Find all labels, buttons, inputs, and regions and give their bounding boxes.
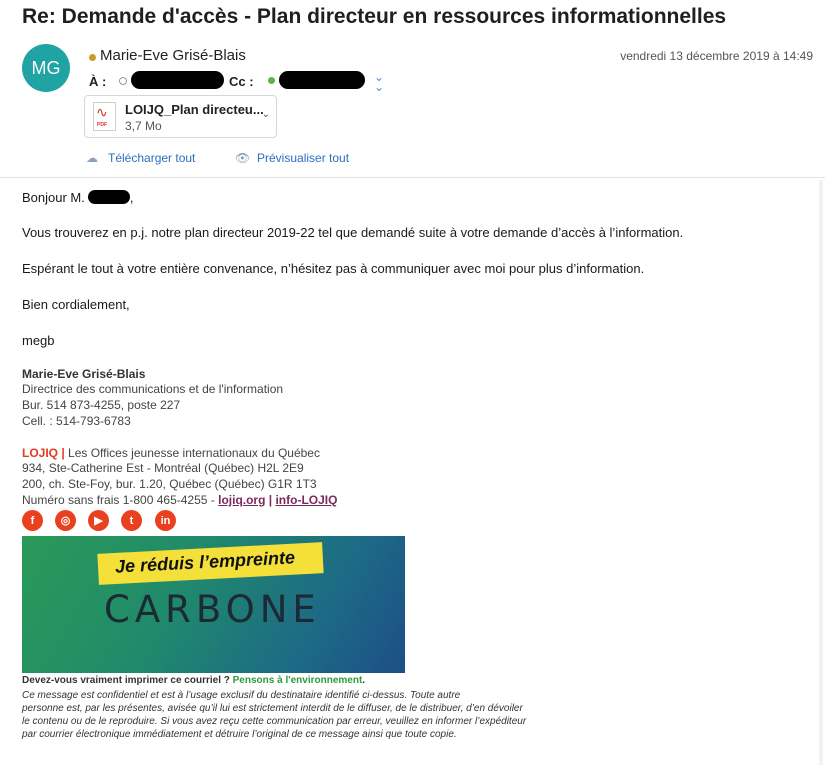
cc-label: Cc :	[229, 74, 254, 89]
message-closing: Bien cordialement,	[22, 297, 130, 312]
chevron-down-icon[interactable]: ⌄	[261, 109, 270, 120]
twitter-icon[interactable]: t	[121, 510, 142, 531]
expand-recipients-icon[interactable]: ⌄ ⌄	[374, 70, 385, 94]
email-subject: Re: Demande d'accès - Plan directeur en ressources informationnelles	[22, 5, 727, 28]
instagram-icon[interactable]: ◎	[55, 510, 76, 531]
youtube-icon[interactable]: ▶	[88, 510, 109, 531]
message-line-1: Vous trouverez en p.j. notre plan directeur 2019-22 tel que demandé suite à votre demande d’accès à l’information.	[22, 225, 684, 240]
linkedin-icon[interactable]: in	[155, 510, 176, 531]
sender-status-dot	[89, 54, 96, 61]
disclaimer-line-1: Ce message est confidentiel et est à l’usage exclusif du destinataire identifié ci-dessus. Toute autre	[22, 690, 461, 701]
greeting: Bonjour M. ,	[22, 190, 134, 205]
carbon-footprint-banner	[22, 536, 405, 673]
lojiq-org-link[interactable]: lojiq.org	[218, 493, 266, 507]
signature-address-1: 934, Ste-Catherine Est - Montréal (Québec) H2L 2E9	[22, 461, 304, 475]
facebook-icon[interactable]: f	[22, 510, 43, 531]
redacted-cc-recipient[interactable]	[279, 71, 365, 89]
signature-cell-phone: Cell. : 514-793-6783	[22, 414, 131, 428]
attachment-name: LOIJQ_Plan directeu...	[125, 102, 264, 117]
signature-tollfree: Numéro sans frais 1-800 465-4255 - lojiq.org | info-LOJIQ	[22, 493, 338, 507]
signature-organization: LOJIQ | Les Offices jeunesse internationaux du Québec	[22, 446, 320, 460]
pdf-file-icon: ∿ PDF	[93, 102, 116, 131]
banner-tagline: Je réduis l’empreinte	[114, 547, 296, 577]
download-all-button[interactable]: ☁ Télécharger tout	[86, 151, 196, 165]
sender-avatar: MG	[22, 44, 70, 92]
eye-icon: 👁	[235, 151, 251, 165]
preview-all-button[interactable]: 👁 Prévisualiser tout	[235, 151, 350, 165]
signature-name: Marie-Eve Grisé-Blais	[22, 367, 146, 381]
signature-title: Directrice des communications et de l'information	[22, 382, 284, 396]
signature-office-phone: Bur. 514 873-4255, poste 227	[22, 398, 181, 412]
attachment-size: 3,7 Mo	[125, 119, 162, 133]
sent-date: vendredi 13 décembre 2019 à 14:49	[620, 49, 813, 63]
sender-name[interactable]: Marie-Eve Grisé-Blais	[100, 47, 246, 64]
disclaimer-line-2: personne est, par les présentes, avisée qu’il lui est strictement interdit de le diffuser, de le distribuer, d’en dévoiler	[22, 703, 523, 714]
signature-address-2: 200, ch. Ste-Foy, bur. 1.20, Québec (Québec) G1R 1T3	[22, 477, 317, 491]
banner-carbone-word: CARBONE	[104, 588, 321, 631]
cc-recipient-status-dot	[268, 77, 275, 84]
eco-print-notice: Devez-vous vraiment imprimer ce courriel ? Pensons à l'environnement.	[22, 675, 366, 686]
redacted-to-recipient[interactable]	[131, 71, 224, 89]
disclaimer-line-3: le contenu ou de le reproduire. Si vous avez reçu cette communication par erreur, veuillez en informer l’expéditeur	[22, 716, 527, 727]
cloud-download-icon: ☁	[86, 151, 98, 165]
disclaimer-line-4: par courrier électronique immédiatement et détruire l’original de ce message ainsi que toute copie.	[22, 729, 457, 740]
message-line-2: Espérant le tout à votre entière convenance, n’hésitez pas à communiquer avec moi pour plus d’information.	[22, 261, 645, 276]
to-recipient-status-dot	[119, 77, 127, 85]
info-lojiq-link[interactable]: info-LOJIQ	[275, 493, 338, 507]
to-label: À :	[89, 74, 107, 89]
lojiq-label: LOJIQ |	[22, 446, 65, 460]
header-divider	[0, 177, 825, 178]
attachment-card[interactable]	[84, 95, 277, 138]
scrollbar[interactable]	[819, 180, 823, 765]
message-initials: megb	[22, 333, 55, 348]
redacted-recipient-name	[88, 190, 130, 204]
